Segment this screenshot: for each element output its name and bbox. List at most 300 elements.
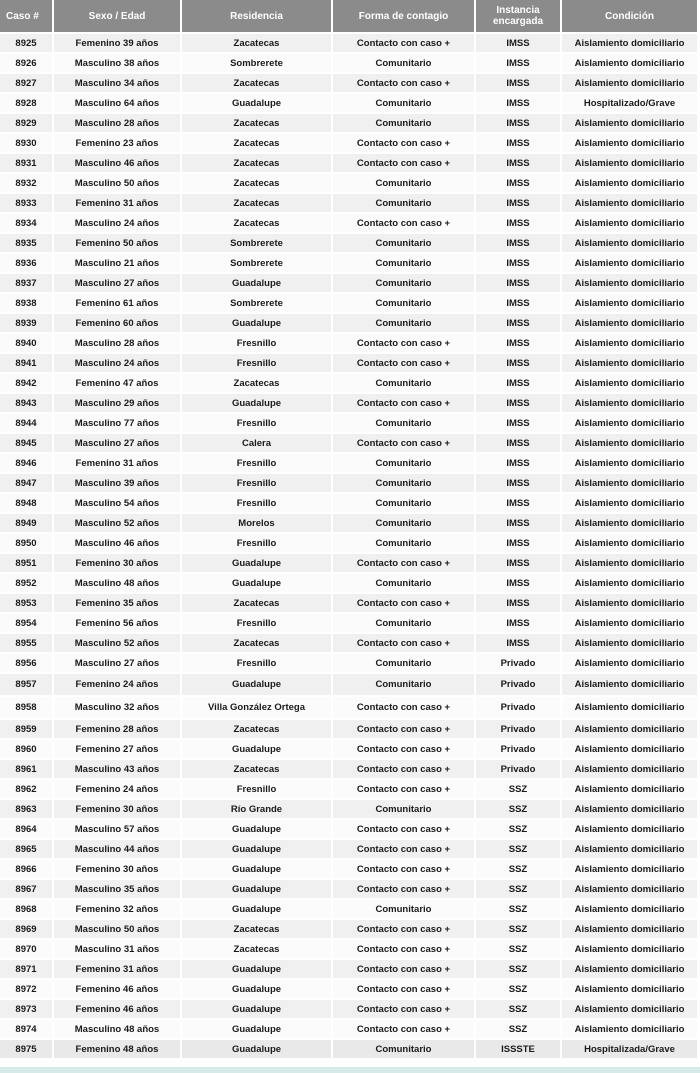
cell-institution: SSZ	[475, 979, 561, 999]
table-row	[0, 233, 698, 253]
cell-condition: Aislamiento domiciliario	[561, 213, 698, 233]
cell-condition: Aislamiento domiciliario	[561, 839, 698, 859]
cell-institution: SSZ	[475, 959, 561, 979]
cell-condition: Aislamiento domiciliario	[561, 153, 698, 173]
cell-institution: IMSS	[475, 473, 561, 493]
cell-sex-age: Masculino 50 años	[53, 919, 181, 939]
cell-case-number: 8958	[0, 696, 53, 719]
table-row	[0, 113, 698, 133]
cell-contagion-form: Contacto con caso +	[332, 33, 475, 53]
cell-condition: Aislamiento domiciliario	[561, 373, 698, 393]
cell-sex-age: Masculino 48 años	[53, 573, 181, 593]
table-header	[0, 0, 698, 33]
cell-case-number: 8932	[0, 173, 53, 193]
cell-condition: Aislamiento domiciliario	[561, 533, 698, 553]
table-row	[0, 613, 698, 633]
cell-residence: Guadalupe	[181, 1039, 332, 1059]
cell-institution: Privado	[475, 673, 561, 696]
cell-contagion-form: Comunitario	[332, 899, 475, 919]
cell-residence: Guadalupe	[181, 393, 332, 413]
cell-institution: IMSS	[475, 533, 561, 553]
header-sex-age: Sexo / Edad	[53, 0, 181, 33]
cell-sex-age: Masculino 77 años	[53, 413, 181, 433]
table-row	[0, 839, 698, 859]
cell-sex-age: Femenino 28 años	[53, 719, 181, 739]
cell-contagion-form: Contacto con caso +	[332, 153, 475, 173]
table-row	[0, 739, 698, 759]
table-row	[0, 759, 698, 779]
cell-case-number: 8943	[0, 393, 53, 413]
cell-institution: IMSS	[475, 513, 561, 533]
cell-case-number: 8953	[0, 593, 53, 613]
cell-case-number: 8972	[0, 979, 53, 999]
cell-sex-age: Femenino 50 años	[53, 233, 181, 253]
cell-case-number: 8975	[0, 1039, 53, 1059]
cell-sex-age: Masculino 54 años	[53, 493, 181, 513]
cell-condition: Aislamiento domiciliario	[561, 333, 698, 353]
header-institution: Instancia encargada	[475, 0, 561, 33]
cell-contagion-form: Contacto con caso +	[332, 696, 475, 719]
cell-contagion-form: Comunitario	[332, 373, 475, 393]
table-row	[0, 433, 698, 453]
cell-condition: Aislamiento domiciliario	[561, 393, 698, 413]
cell-contagion-form: Comunitario	[332, 293, 475, 313]
cell-condition: Aislamiento domiciliario	[561, 593, 698, 613]
cell-sex-age: Masculino 48 años	[53, 1019, 181, 1039]
cell-residence: Guadalupe	[181, 819, 332, 839]
cell-sex-age: Masculino 28 años	[53, 113, 181, 133]
cell-institution: SSZ	[475, 1019, 561, 1039]
cell-contagion-form: Comunitario	[332, 453, 475, 473]
cell-institution: IMSS	[475, 633, 561, 653]
cell-institution: SSZ	[475, 919, 561, 939]
cell-sex-age: Masculino 35 años	[53, 879, 181, 899]
cell-sex-age: Masculino 24 años	[53, 353, 181, 373]
cell-institution: IMSS	[475, 273, 561, 293]
cell-sex-age: Femenino 61 años	[53, 293, 181, 313]
cell-condition: Aislamiento domiciliario	[561, 859, 698, 879]
cell-sex-age: Femenino 24 años	[53, 779, 181, 799]
cell-contagion-form: Comunitario	[332, 273, 475, 293]
cell-case-number: 8961	[0, 759, 53, 779]
table-row	[0, 493, 698, 513]
cell-residence: Zacatecas	[181, 193, 332, 213]
table-row	[0, 93, 698, 113]
cell-contagion-form: Contacto con caso +	[332, 433, 475, 453]
cell-condition: Aislamiento domiciliario	[561, 799, 698, 819]
cell-case-number: 8963	[0, 799, 53, 819]
cell-case-number: 8927	[0, 73, 53, 93]
cell-condition: Aislamiento domiciliario	[561, 293, 698, 313]
cell-case-number: 8973	[0, 999, 53, 1019]
cell-condition: Aislamiento domiciliario	[561, 493, 698, 513]
table-row	[0, 253, 698, 273]
cell-case-number: 8964	[0, 819, 53, 839]
cell-institution: Privado	[475, 739, 561, 759]
cell-contagion-form: Contacto con caso +	[332, 759, 475, 779]
cell-condition: Aislamiento domiciliario	[561, 573, 698, 593]
table-row	[0, 313, 698, 333]
cell-sex-age: Masculino 21 años	[53, 253, 181, 273]
cell-sex-age: Femenino 30 años	[53, 859, 181, 879]
cell-residence: Guadalupe	[181, 879, 332, 899]
cell-contagion-form: Contacto con caso +	[332, 999, 475, 1019]
cell-residence: Guadalupe	[181, 313, 332, 333]
table-row	[0, 573, 698, 593]
header-residence: Residencia	[181, 0, 332, 33]
cell-institution: IMSS	[475, 33, 561, 53]
cell-sex-age: Masculino 27 años	[53, 273, 181, 293]
cell-residence: Sombrerete	[181, 253, 332, 273]
cell-condition: Aislamiento domiciliario	[561, 779, 698, 799]
table-row	[0, 353, 698, 373]
cell-condition: Aislamiento domiciliario	[561, 233, 698, 253]
cell-sex-age: Masculino 24 años	[53, 213, 181, 233]
table-body	[0, 33, 698, 1059]
cell-residence: Calera	[181, 433, 332, 453]
table-row	[0, 333, 698, 353]
cell-condition: Aislamiento domiciliario	[561, 473, 698, 493]
table-row	[0, 413, 698, 433]
table-row	[0, 799, 698, 819]
cell-condition: Aislamiento domiciliario	[561, 513, 698, 533]
table-row	[0, 919, 698, 939]
cell-institution: IMSS	[475, 593, 561, 613]
cell-condition: Aislamiento domiciliario	[561, 979, 698, 999]
cell-sex-age: Femenino 31 años	[53, 453, 181, 473]
table-row	[0, 899, 698, 919]
cell-residence: Fresnillo	[181, 453, 332, 473]
cell-sex-age: Masculino 64 años	[53, 93, 181, 113]
bottom-bar	[0, 1067, 700, 1073]
cell-residence: Fresnillo	[181, 653, 332, 673]
cell-case-number: 8950	[0, 533, 53, 553]
cell-case-number: 8952	[0, 573, 53, 593]
table-row	[0, 673, 698, 696]
table-row	[0, 719, 698, 739]
cell-case-number: 8974	[0, 1019, 53, 1039]
cell-contagion-form: Contacto con caso +	[332, 73, 475, 93]
cell-contagion-form: Comunitario	[332, 113, 475, 133]
cell-residence: Zacatecas	[181, 373, 332, 393]
table-row	[0, 779, 698, 799]
cell-condition: Aislamiento domiciliario	[561, 273, 698, 293]
table-row	[0, 959, 698, 979]
cell-case-number: 8956	[0, 653, 53, 673]
cell-case-number: 8929	[0, 113, 53, 133]
cell-residence: Zacatecas	[181, 593, 332, 613]
cell-institution: IMSS	[475, 193, 561, 213]
cell-contagion-form: Comunitario	[332, 93, 475, 113]
cell-residence: Fresnillo	[181, 473, 332, 493]
table-row	[0, 73, 698, 93]
cell-condition: Aislamiento domiciliario	[561, 553, 698, 573]
cell-condition: Aislamiento domiciliario	[561, 33, 698, 53]
cell-residence: Zacatecas	[181, 133, 332, 153]
cell-case-number: 8939	[0, 313, 53, 333]
cell-contagion-form: Contacto con caso +	[332, 593, 475, 613]
cell-sex-age: Masculino 46 años	[53, 153, 181, 173]
cell-case-number: 8928	[0, 93, 53, 113]
cell-sex-age: Femenino 30 años	[53, 553, 181, 573]
table-row	[0, 213, 698, 233]
table-row	[0, 453, 698, 473]
cell-sex-age: Femenino 47 años	[53, 373, 181, 393]
cell-case-number: 8965	[0, 839, 53, 859]
cell-residence: Fresnillo	[181, 533, 332, 553]
cell-contagion-form: Comunitario	[332, 193, 475, 213]
cell-case-number: 8946	[0, 453, 53, 473]
cell-residence: Guadalupe	[181, 273, 332, 293]
cell-condition: Aislamiento domiciliario	[561, 879, 698, 899]
cell-case-number: 8951	[0, 553, 53, 573]
cell-contagion-form: Comunitario	[332, 1039, 475, 1059]
cell-condition: Aislamiento domiciliario	[561, 353, 698, 373]
cell-condition: Aislamiento domiciliario	[561, 633, 698, 653]
cell-institution: IMSS	[475, 573, 561, 593]
cell-case-number: 8957	[0, 673, 53, 696]
cell-contagion-form: Comunitario	[332, 573, 475, 593]
cell-institution: IMSS	[475, 113, 561, 133]
cell-condition: Aislamiento domiciliario	[561, 453, 698, 473]
table-row	[0, 373, 698, 393]
cell-sex-age: Masculino 27 años	[53, 653, 181, 673]
table-row	[0, 939, 698, 959]
table-row	[0, 173, 698, 193]
cell-residence: Fresnillo	[181, 413, 332, 433]
cell-condition: Aislamiento domiciliario	[561, 999, 698, 1019]
cell-case-number: 8970	[0, 939, 53, 959]
cell-contagion-form: Comunitario	[332, 513, 475, 533]
cell-case-number: 8925	[0, 33, 53, 53]
cell-sex-age: Masculino 32 años	[53, 696, 181, 719]
cell-institution: IMSS	[475, 53, 561, 73]
cell-case-number: 8937	[0, 273, 53, 293]
table-row	[0, 1039, 698, 1059]
cell-institution: IMSS	[475, 233, 561, 253]
cell-contagion-form: Contacto con caso +	[332, 333, 475, 353]
cell-residence: Zacatecas	[181, 939, 332, 959]
table-row	[0, 859, 698, 879]
cell-contagion-form: Comunitario	[332, 313, 475, 333]
cell-residence: Guadalupe	[181, 93, 332, 113]
cell-contagion-form: Comunitario	[332, 799, 475, 819]
cell-contagion-form: Comunitario	[332, 653, 475, 673]
cell-condition: Hospitalizada/Grave	[561, 1039, 698, 1059]
cell-condition: Aislamiento domiciliario	[561, 193, 698, 213]
cell-case-number: 8931	[0, 153, 53, 173]
cell-institution: IMSS	[475, 73, 561, 93]
cell-sex-age: Femenino 56 años	[53, 613, 181, 633]
cell-condition: Aislamiento domiciliario	[561, 739, 698, 759]
cell-sex-age: Masculino 28 años	[53, 333, 181, 353]
cell-institution: SSZ	[475, 939, 561, 959]
cell-case-number: 8948	[0, 493, 53, 513]
cell-sex-age: Femenino 24 años	[53, 673, 181, 696]
cell-contagion-form: Comunitario	[332, 613, 475, 633]
cell-condition: Hospitalizado/Grave	[561, 93, 698, 113]
cell-residence: Zacatecas	[181, 919, 332, 939]
table-row	[0, 33, 698, 53]
cell-case-number: 8934	[0, 213, 53, 233]
cell-case-number: 8938	[0, 293, 53, 313]
table-row	[0, 133, 698, 153]
cell-sex-age: Femenino 32 años	[53, 899, 181, 919]
cell-case-number: 8959	[0, 719, 53, 739]
cell-condition: Aislamiento domiciliario	[561, 113, 698, 133]
cell-condition: Aislamiento domiciliario	[561, 133, 698, 153]
cell-sex-age: Femenino 39 años	[53, 33, 181, 53]
cell-institution: IMSS	[475, 253, 561, 273]
cell-institution: SSZ	[475, 999, 561, 1019]
cell-residence: Guadalupe	[181, 739, 332, 759]
cell-contagion-form: Contacto con caso +	[332, 919, 475, 939]
cell-case-number: 8960	[0, 739, 53, 759]
cell-residence: Río Grande	[181, 799, 332, 819]
cell-sex-age: Femenino 23 años	[53, 133, 181, 153]
cell-institution: IMSS	[475, 333, 561, 353]
cell-institution: ISSSTE	[475, 1039, 561, 1059]
cell-institution: SSZ	[475, 799, 561, 819]
cell-sex-age: Masculino 50 años	[53, 173, 181, 193]
cell-residence: Fresnillo	[181, 353, 332, 373]
cell-institution: SSZ	[475, 879, 561, 899]
table-row	[0, 53, 698, 73]
cell-residence: Guadalupe	[181, 673, 332, 696]
cell-residence: Fresnillo	[181, 333, 332, 353]
cell-institution: SSZ	[475, 779, 561, 799]
cell-contagion-form: Contacto con caso +	[332, 1019, 475, 1039]
cell-institution: IMSS	[475, 153, 561, 173]
cell-institution: IMSS	[475, 433, 561, 453]
cell-condition: Aislamiento domiciliario	[561, 959, 698, 979]
cell-contagion-form: Comunitario	[332, 493, 475, 513]
cell-sex-age: Femenino 35 años	[53, 593, 181, 613]
cell-case-number: 8935	[0, 233, 53, 253]
header-row	[0, 0, 698, 33]
cell-residence: Guadalupe	[181, 1019, 332, 1039]
cell-condition: Aislamiento domiciliario	[561, 696, 698, 719]
cell-residence: Zacatecas	[181, 113, 332, 133]
cell-institution: IMSS	[475, 393, 561, 413]
cell-sex-age: Femenino 60 años	[53, 313, 181, 333]
cell-case-number: 8930	[0, 133, 53, 153]
table-row	[0, 633, 698, 653]
cell-contagion-form: Contacto con caso +	[332, 939, 475, 959]
table-row	[0, 553, 698, 573]
cell-residence: Guadalupe	[181, 999, 332, 1019]
cell-contagion-form: Contacto con caso +	[332, 353, 475, 373]
table-row	[0, 593, 698, 613]
cell-institution: SSZ	[475, 859, 561, 879]
cell-residence: Zacatecas	[181, 213, 332, 233]
cell-residence: Sombrerete	[181, 293, 332, 313]
cell-sex-age: Masculino 38 años	[53, 53, 181, 73]
cell-sex-age: Masculino 57 años	[53, 819, 181, 839]
cell-sex-age: Femenino 46 años	[53, 979, 181, 999]
cell-contagion-form: Comunitario	[332, 53, 475, 73]
cell-case-number: 8945	[0, 433, 53, 453]
cell-sex-age: Masculino 34 años	[53, 73, 181, 93]
cell-condition: Aislamiento domiciliario	[561, 899, 698, 919]
header-case-number: Caso #	[0, 0, 53, 33]
cell-residence: Zacatecas	[181, 173, 332, 193]
cell-sex-age: Femenino 27 años	[53, 739, 181, 759]
cell-sex-age: Masculino 52 años	[53, 513, 181, 533]
cell-residence: Villa González Ortega	[181, 696, 332, 719]
cell-condition: Aislamiento domiciliario	[561, 613, 698, 633]
cell-contagion-form: Contacto con caso +	[332, 839, 475, 859]
cell-sex-age: Masculino 29 años	[53, 393, 181, 413]
cell-contagion-form: Contacto con caso +	[332, 819, 475, 839]
table-row	[0, 293, 698, 313]
table-row	[0, 473, 698, 493]
cell-residence: Morelos	[181, 513, 332, 533]
cell-case-number: 8971	[0, 959, 53, 979]
cell-condition: Aislamiento domiciliario	[561, 253, 698, 273]
cell-institution: Privado	[475, 719, 561, 739]
cell-residence: Fresnillo	[181, 493, 332, 513]
cell-residence: Guadalupe	[181, 573, 332, 593]
cell-case-number: 8936	[0, 253, 53, 273]
cell-contagion-form: Contacto con caso +	[332, 739, 475, 759]
cell-case-number: 8967	[0, 879, 53, 899]
cell-residence: Sombrerete	[181, 53, 332, 73]
cell-residence: Fresnillo	[181, 613, 332, 633]
cell-case-number: 8940	[0, 333, 53, 353]
table-row	[0, 513, 698, 533]
cell-contagion-form: Contacto con caso +	[332, 859, 475, 879]
cell-contagion-form: Contacto con caso +	[332, 553, 475, 573]
cell-residence: Guadalupe	[181, 959, 332, 979]
cell-sex-age: Masculino 39 años	[53, 473, 181, 493]
cell-contagion-form: Comunitario	[332, 173, 475, 193]
cell-institution: Privado	[475, 696, 561, 719]
table-row	[0, 819, 698, 839]
cell-contagion-form: Contacto con caso +	[332, 979, 475, 999]
cell-condition: Aislamiento domiciliario	[561, 673, 698, 696]
cell-case-number: 8947	[0, 473, 53, 493]
table-row	[0, 533, 698, 553]
cell-institution: Privado	[475, 653, 561, 673]
cell-condition: Aislamiento domiciliario	[561, 173, 698, 193]
cell-contagion-form: Contacto con caso +	[332, 719, 475, 739]
cell-case-number: 8969	[0, 919, 53, 939]
cell-case-number: 8942	[0, 373, 53, 393]
cell-institution: IMSS	[475, 353, 561, 373]
cell-contagion-form: Comunitario	[332, 233, 475, 253]
cell-residence: Zacatecas	[181, 33, 332, 53]
cell-contagion-form: Comunitario	[332, 673, 475, 696]
cell-contagion-form: Comunitario	[332, 253, 475, 273]
cell-case-number: 8941	[0, 353, 53, 373]
cell-condition: Aislamiento domiciliario	[561, 819, 698, 839]
cell-institution: IMSS	[475, 213, 561, 233]
cell-residence: Sombrerete	[181, 233, 332, 253]
cell-condition: Aislamiento domiciliario	[561, 719, 698, 739]
cell-case-number: 8955	[0, 633, 53, 653]
cell-institution: IMSS	[475, 373, 561, 393]
cell-residence: Guadalupe	[181, 839, 332, 859]
cell-contagion-form: Contacto con caso +	[332, 879, 475, 899]
cell-residence: Guadalupe	[181, 899, 332, 919]
cell-contagion-form: Contacto con caso +	[332, 213, 475, 233]
cell-institution: IMSS	[475, 493, 561, 513]
cell-condition: Aislamiento domiciliario	[561, 433, 698, 453]
table-row	[0, 999, 698, 1019]
cell-condition: Aislamiento domiciliario	[561, 413, 698, 433]
cell-sex-age: Masculino 27 años	[53, 433, 181, 453]
